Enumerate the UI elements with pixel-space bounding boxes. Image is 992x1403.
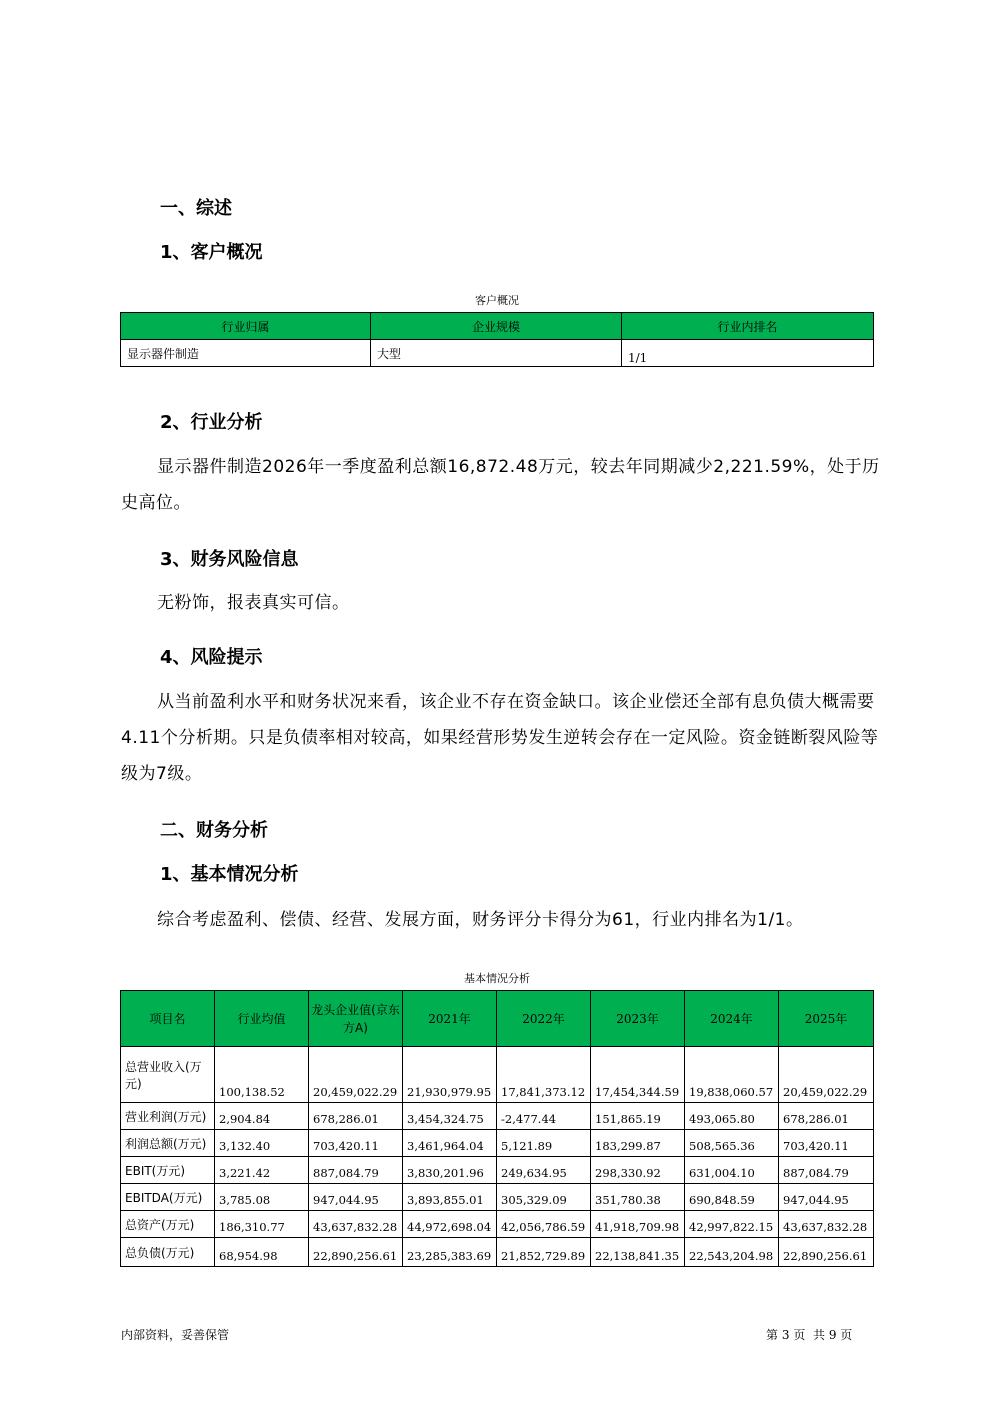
basic-table-cell: 21,852,729.89: [497, 1238, 591, 1267]
basic-table-cell: 23,285,383.69: [403, 1238, 497, 1267]
basic-table-cell: 43,637,832.28: [779, 1211, 874, 1238]
basic-table-row: [121, 1047, 874, 1103]
basic-table-caption: 基本情况分析: [464, 972, 530, 985]
basic-table-cell: 17,841,373.12: [497, 1047, 591, 1103]
basic-table-cell: -2,477.44: [497, 1103, 591, 1130]
footer-total-prefix: 共: [812, 1328, 825, 1342]
basic-table-cell: 3,830,201.96: [403, 1157, 497, 1184]
subheading-financial-risk: 3、财务风险信息: [160, 549, 299, 570]
basic-table-row: [121, 1238, 874, 1267]
basic-table-cell: 678,286.01: [779, 1103, 874, 1130]
basic-table-cell: 17,454,344.59: [591, 1047, 685, 1103]
basic-row-label: 总营业收入(万元): [121, 1047, 215, 1103]
basic-table-cell: 44,972,698.04: [403, 1211, 497, 1238]
basic-analysis-text: 综合考虑盈利、偿债、经营、发展方面，财务评分卡得分为61，行业内排名为1/1。: [157, 910, 804, 930]
basic-row-label: 总负债(万元): [121, 1238, 215, 1267]
basic-table-cell: 183,299.87: [591, 1130, 685, 1157]
basic-table-cell: 2,904.84: [215, 1103, 309, 1130]
basic-header-2022: 2022年: [497, 991, 591, 1047]
basic-table-row: [121, 1103, 874, 1130]
basic-table-cell: 3,132.40: [215, 1130, 309, 1157]
basic-table-cell: 100,138.52: [215, 1047, 309, 1103]
basic-table-cell: 305,329.09: [497, 1184, 591, 1211]
basic-table-body: [121, 1047, 874, 1267]
footer-page-info: [766, 1326, 852, 1343]
basic-table-cell: 42,997,822.15: [685, 1211, 779, 1238]
basic-table-cell: 22,890,256.61: [309, 1238, 403, 1267]
basic-table-cell: 947,044.95: [309, 1184, 403, 1211]
basic-table: [120, 990, 874, 1267]
customer-table: [120, 312, 874, 367]
footer-confidential: 内部资料，妥善保管: [121, 1328, 230, 1342]
basic-table-cell: 22,543,204.98: [685, 1238, 779, 1267]
customer-header-scale: 企业规模: [371, 313, 622, 340]
industry-analysis-text: 显示器件制造2026年一季度盈利总额16,872.48万元，较去年同期减少2,221.59%，处于历史高位。: [121, 457, 880, 513]
basic-table-cell: 690,848.59: [685, 1184, 779, 1211]
basic-table-cell: 703,420.11: [779, 1130, 874, 1157]
basic-table-cell: 3,461,964.04: [403, 1130, 497, 1157]
basic-table-cell: 631,004.10: [685, 1157, 779, 1184]
footer-page-prefix: 第: [766, 1328, 779, 1342]
subheading-customer-profile: 1、客户概况: [160, 242, 263, 263]
subheading-basic-analysis: 1、基本情况分析: [160, 864, 299, 885]
basic-table-cell: 493,065.80: [685, 1103, 779, 1130]
basic-table-cell: 947,044.95: [779, 1184, 874, 1211]
basic-row-label: EBITDA(万元): [121, 1184, 215, 1211]
basic-row-label: 营业利润(万元): [121, 1103, 215, 1130]
customer-cell-industry: 显示器件制造: [121, 340, 371, 367]
basic-table-cell: 3,221.42: [215, 1157, 309, 1184]
basic-header-leader: 龙头企业值(京东方A): [309, 991, 403, 1047]
basic-row-label: 利润总额(万元): [121, 1130, 215, 1157]
basic-table-cell: 5,121.89: [497, 1130, 591, 1157]
section-heading-overview: 一、综述: [160, 198, 232, 219]
basic-table-cell: 22,138,841.35: [591, 1238, 685, 1267]
basic-table-cell: 508,565.36: [685, 1130, 779, 1157]
basic-table-cell: 298,330.92: [591, 1157, 685, 1184]
basic-table-row: [121, 1157, 874, 1184]
basic-table-cell: 249,634.95: [497, 1157, 591, 1184]
risk-tip-text: 从当前盈利水平和财务状况来看，该企业不存在资金缺口。该企业偿还全部有息负债大概需要 4.11个分析期。只是负债率相对较高，如果经营形势发生逆转会存在一定风险。资金链断裂风险等级为7级。: [121, 692, 879, 784]
financial-risk-text: 无粉饰，报表真实可信。: [157, 593, 350, 613]
basic-table-cell: 186,310.77: [215, 1211, 309, 1238]
basic-row-label: EBIT(万元): [121, 1157, 215, 1184]
basic-header-2024: 2024年: [685, 991, 779, 1047]
basic-table-cell: 887,084.79: [309, 1157, 403, 1184]
basic-row-label: 总资产(万元): [121, 1211, 215, 1238]
basic-table-cell: 678,286.01: [309, 1103, 403, 1130]
subheading-risk-tip: 4、风险提示: [160, 647, 263, 668]
basic-table-cell: 887,084.79: [779, 1157, 874, 1184]
basic-header-industry-avg: 行业均值: [215, 991, 309, 1047]
basic-table-cell: 21,930,979.95: [403, 1047, 497, 1103]
basic-header-2021: 2021年: [403, 991, 497, 1047]
basic-header-2023: 2023年: [591, 991, 685, 1047]
basic-table-cell: 43,637,832.28: [309, 1211, 403, 1238]
basic-table-cell: 42,056,786.59: [497, 1211, 591, 1238]
customer-header-rank: 行业内排名: [622, 313, 874, 340]
basic-table-cell: 3,893,855.01: [403, 1184, 497, 1211]
customer-table-caption: 客户概况: [475, 294, 519, 307]
basic-header-item: 项目名: [121, 991, 215, 1047]
basic-table-row: [121, 1184, 874, 1211]
customer-header-industry: 行业归属: [121, 313, 371, 340]
basic-table-row: [121, 1211, 874, 1238]
footer-total-suffix: 页: [840, 1328, 853, 1342]
footer-page-number: 3: [781, 1328, 790, 1342]
basic-table-cell: 351,780.38: [591, 1184, 685, 1211]
customer-cell-rank: 1/1: [622, 340, 874, 367]
basic-table-cell: 20,459,022.29: [779, 1047, 874, 1103]
basic-header-2025: 2025年: [779, 991, 874, 1047]
basic-table-cell: 19,838,060.57: [685, 1047, 779, 1103]
footer-total-number: 9: [828, 1328, 837, 1342]
footer-page-suffix: 页: [793, 1328, 806, 1342]
basic-table-cell: 41,918,709.98: [591, 1211, 685, 1238]
section-heading-financial-analysis: 二、财务分析: [160, 820, 268, 841]
basic-table-cell: 20,459,022.29: [309, 1047, 403, 1103]
basic-table-cell: 3,785.08: [215, 1184, 309, 1211]
basic-table-cell: 68,954.98: [215, 1238, 309, 1267]
customer-cell-scale: 大型: [371, 340, 622, 367]
basic-table-row: [121, 1130, 874, 1157]
basic-table-cell: 151,865.19: [591, 1103, 685, 1130]
basic-table-cell: 703,420.11: [309, 1130, 403, 1157]
subheading-industry-analysis: 2、行业分析: [160, 412, 263, 433]
basic-table-cell: 3,454,324.75: [403, 1103, 497, 1130]
basic-table-cell: 22,890,256.61: [779, 1238, 874, 1267]
